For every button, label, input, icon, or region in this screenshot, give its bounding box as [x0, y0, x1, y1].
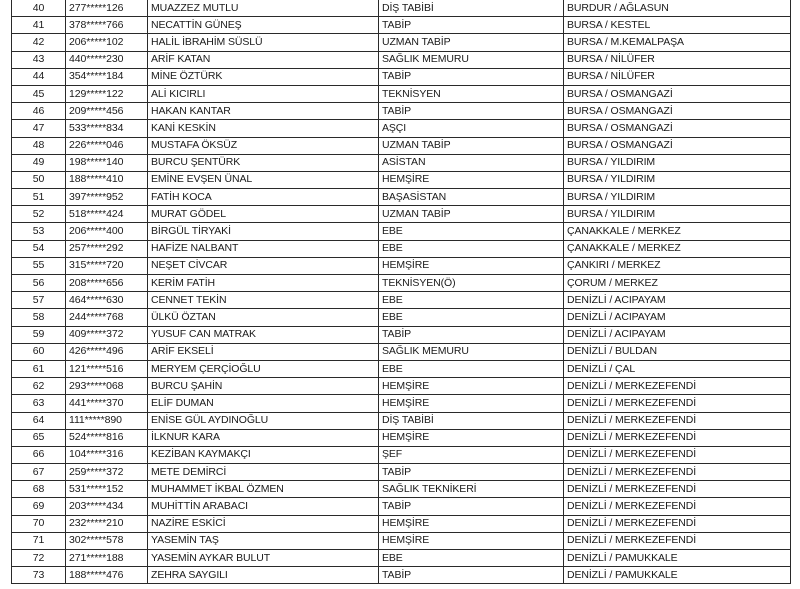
- location-cell: DENİZLİ / MERKEZEFENDİ: [564, 481, 791, 498]
- table-row: [12, 360, 791, 377]
- person-name-cell: YASEMİN TAŞ: [148, 532, 379, 549]
- table-row: [12, 515, 791, 532]
- person-name-cell: MUAZZEZ MUTLU: [148, 0, 379, 17]
- location-cell: DENİZLİ / ACIPAYAM: [564, 292, 791, 309]
- location-cell: BURSA / KESTEL: [564, 17, 791, 34]
- row-number-cell: 54: [12, 240, 66, 257]
- id-number-cell: 354*****184: [66, 68, 148, 85]
- table-row: [12, 257, 791, 274]
- table-row: [12, 498, 791, 515]
- person-name-cell: MURAT GÖDEL: [148, 206, 379, 223]
- person-name-cell: FATİH KOCA: [148, 189, 379, 206]
- job-title-cell: TABİP: [379, 464, 564, 481]
- job-title-cell: TABİP: [379, 326, 564, 343]
- job-title-cell: AŞÇI: [379, 120, 564, 137]
- row-number-cell: 42: [12, 34, 66, 51]
- id-number-cell: 464*****630: [66, 292, 148, 309]
- table-row: [12, 378, 791, 395]
- table-body: [12, 0, 791, 584]
- person-name-cell: ENİSE GÜL AYDINOĞLU: [148, 412, 379, 429]
- table-row: [12, 481, 791, 498]
- table-row: [12, 34, 791, 51]
- location-cell: DENİZLİ / PAMUKKALE: [564, 567, 791, 584]
- id-number-cell: 188*****476: [66, 567, 148, 584]
- id-number-cell: 426*****496: [66, 343, 148, 360]
- person-name-cell: MUHİTTİN ARABACI: [148, 498, 379, 515]
- table-row: [12, 0, 791, 17]
- location-cell: DENİZLİ / MERKEZEFENDİ: [564, 429, 791, 446]
- row-number-cell: 52: [12, 206, 66, 223]
- job-title-cell: UZMAN TABİP: [379, 206, 564, 223]
- location-cell: DENİZLİ / ACIPAYAM: [564, 309, 791, 326]
- location-cell: DENİZLİ / MERKEZEFENDİ: [564, 378, 791, 395]
- person-name-cell: KERİM FATİH: [148, 275, 379, 292]
- location-cell: DENİZLİ / MERKEZEFENDİ: [564, 515, 791, 532]
- job-title-cell: EBE: [379, 223, 564, 240]
- id-number-cell: 531*****152: [66, 481, 148, 498]
- row-number-cell: 64: [12, 412, 66, 429]
- document-page: [11, 0, 790, 584]
- location-cell: BURSA / YILDIRIM: [564, 189, 791, 206]
- table-row: [12, 51, 791, 68]
- id-number-cell: 518*****424: [66, 206, 148, 223]
- table-row: [12, 189, 791, 206]
- job-title-cell: EBE: [379, 550, 564, 567]
- id-number-cell: 209*****456: [66, 103, 148, 120]
- location-cell: DENİZLİ / ÇAL: [564, 360, 791, 377]
- id-number-cell: 208*****656: [66, 275, 148, 292]
- table-row: [12, 137, 791, 154]
- job-title-cell: UZMAN TABİP: [379, 34, 564, 51]
- person-name-cell: YASEMİN AYKAR BULUT: [148, 550, 379, 567]
- job-title-cell: DİŞ TABİBİ: [379, 412, 564, 429]
- id-number-cell: 198*****140: [66, 154, 148, 171]
- row-number-cell: 58: [12, 309, 66, 326]
- job-title-cell: TABİP: [379, 68, 564, 85]
- person-name-cell: KANİ KESKİN: [148, 120, 379, 137]
- id-number-cell: 206*****400: [66, 223, 148, 240]
- id-number-cell: 226*****046: [66, 137, 148, 154]
- person-name-cell: KEZİBAN KAYMAKÇI: [148, 446, 379, 463]
- job-title-cell: HEMŞİRE: [379, 515, 564, 532]
- job-title-cell: HEMŞİRE: [379, 171, 564, 188]
- location-cell: BURSA / OSMANGAZİ: [564, 103, 791, 120]
- job-title-cell: SAĞLIK MEMURU: [379, 343, 564, 360]
- person-name-cell: ÜLKÜ ÖZTAN: [148, 309, 379, 326]
- id-number-cell: 524*****816: [66, 429, 148, 446]
- id-number-cell: 259*****372: [66, 464, 148, 481]
- person-name-cell: ARİF KATAN: [148, 51, 379, 68]
- location-cell: BURSA / OSMANGAZİ: [564, 85, 791, 102]
- table-row: [12, 103, 791, 120]
- row-number-cell: 49: [12, 154, 66, 171]
- location-cell: DENİZLİ / MERKEZEFENDİ: [564, 395, 791, 412]
- person-name-cell: YUSUF CAN MATRAK: [148, 326, 379, 343]
- id-number-cell: 206*****102: [66, 34, 148, 51]
- job-title-cell: TABİP: [379, 498, 564, 515]
- row-number-cell: 69: [12, 498, 66, 515]
- row-number-cell: 55: [12, 257, 66, 274]
- job-title-cell: EBE: [379, 292, 564, 309]
- job-title-cell: TEKNİSYEN: [379, 85, 564, 102]
- row-number-cell: 66: [12, 446, 66, 463]
- person-name-cell: ARİF EKSELİ: [148, 343, 379, 360]
- row-number-cell: 73: [12, 567, 66, 584]
- location-cell: ÇANAKKALE / MERKEZ: [564, 240, 791, 257]
- job-title-cell: EBE: [379, 360, 564, 377]
- row-number-cell: 51: [12, 189, 66, 206]
- person-name-cell: HAKAN KANTAR: [148, 103, 379, 120]
- table-row: [12, 446, 791, 463]
- person-name-cell: METE DEMİRCİ: [148, 464, 379, 481]
- job-title-cell: TEKNİSYEN(Ö): [379, 275, 564, 292]
- row-number-cell: 71: [12, 532, 66, 549]
- job-title-cell: ŞEF: [379, 446, 564, 463]
- table-row: [12, 85, 791, 102]
- id-number-cell: 378*****766: [66, 17, 148, 34]
- job-title-cell: HEMŞİRE: [379, 429, 564, 446]
- location-cell: DENİZLİ / MERKEZEFENDİ: [564, 532, 791, 549]
- id-number-cell: 129*****122: [66, 85, 148, 102]
- row-number-cell: 68: [12, 481, 66, 498]
- job-title-cell: EBE: [379, 240, 564, 257]
- job-title-cell: TABİP: [379, 567, 564, 584]
- table-row: [12, 429, 791, 446]
- id-number-cell: 441*****370: [66, 395, 148, 412]
- location-cell: BURSA / M.KEMALPAŞA: [564, 34, 791, 51]
- id-number-cell: 271*****188: [66, 550, 148, 567]
- location-cell: BURSA / NİLÜFER: [564, 68, 791, 85]
- person-name-cell: CENNET TEKİN: [148, 292, 379, 309]
- location-cell: DENİZLİ / MERKEZEFENDİ: [564, 446, 791, 463]
- location-cell: BURSA / YILDIRIM: [564, 154, 791, 171]
- job-title-cell: DİŞ TABİBİ: [379, 0, 564, 17]
- location-cell: BURSA / YILDIRIM: [564, 206, 791, 223]
- row-number-cell: 59: [12, 326, 66, 343]
- id-number-cell: 440*****230: [66, 51, 148, 68]
- id-number-cell: 409*****372: [66, 326, 148, 343]
- person-name-cell: BURCU ŞAHİN: [148, 378, 379, 395]
- table-row: [12, 17, 791, 34]
- table-row: [12, 240, 791, 257]
- person-name-cell: EMİNE EVŞEN ÜNAL: [148, 171, 379, 188]
- job-title-cell: HEMŞİRE: [379, 257, 564, 274]
- row-number-cell: 53: [12, 223, 66, 240]
- person-name-cell: MİNE ÖZTÜRK: [148, 68, 379, 85]
- location-cell: DENİZLİ / ACIPAYAM: [564, 326, 791, 343]
- row-number-cell: 63: [12, 395, 66, 412]
- job-title-cell: EBE: [379, 309, 564, 326]
- location-cell: BURDUR / AĞLASUN: [564, 0, 791, 17]
- job-title-cell: SAĞLIK TEKNİKERİ: [379, 481, 564, 498]
- table-row: [12, 567, 791, 584]
- location-cell: DENİZLİ / BULDAN: [564, 343, 791, 360]
- table-row: [12, 550, 791, 567]
- table-row: [12, 68, 791, 85]
- location-cell: DENİZLİ / MERKEZEFENDİ: [564, 464, 791, 481]
- table-row: [12, 326, 791, 343]
- person-name-cell: MUHAMMET İKBAL ÖZMEN: [148, 481, 379, 498]
- table-row: [12, 343, 791, 360]
- person-name-cell: BİRGÜL TİRYAKİ: [148, 223, 379, 240]
- row-number-cell: 45: [12, 85, 66, 102]
- table-row: [12, 206, 791, 223]
- row-number-cell: 47: [12, 120, 66, 137]
- job-title-cell: HEMŞİRE: [379, 395, 564, 412]
- id-number-cell: 257*****292: [66, 240, 148, 257]
- id-number-cell: 533*****834: [66, 120, 148, 137]
- id-number-cell: 315*****720: [66, 257, 148, 274]
- table-row: [12, 309, 791, 326]
- id-number-cell: 244*****768: [66, 309, 148, 326]
- id-number-cell: 293*****068: [66, 378, 148, 395]
- location-cell: ÇORUM / MERKEZ: [564, 275, 791, 292]
- row-number-cell: 50: [12, 171, 66, 188]
- row-number-cell: 65: [12, 429, 66, 446]
- id-number-cell: 188*****410: [66, 171, 148, 188]
- id-number-cell: 302*****578: [66, 532, 148, 549]
- location-cell: DENİZLİ / PAMUKKALE: [564, 550, 791, 567]
- id-number-cell: 277*****126: [66, 0, 148, 17]
- table-row: [12, 223, 791, 240]
- job-title-cell: HEMŞİRE: [379, 532, 564, 549]
- id-number-cell: 121*****516: [66, 360, 148, 377]
- location-cell: BURSA / YILDIRIM: [564, 171, 791, 188]
- row-number-cell: 46: [12, 103, 66, 120]
- person-name-cell: HAFİZE NALBANT: [148, 240, 379, 257]
- person-name-cell: BURCU ŞENTÜRK: [148, 154, 379, 171]
- id-number-cell: 104*****316: [66, 446, 148, 463]
- person-name-cell: İLKNUR KARA: [148, 429, 379, 446]
- location-cell: BURSA / NİLÜFER: [564, 51, 791, 68]
- row-number-cell: 44: [12, 68, 66, 85]
- table-row: [12, 275, 791, 292]
- table-row: [12, 171, 791, 188]
- row-number-cell: 62: [12, 378, 66, 395]
- id-number-cell: 203*****434: [66, 498, 148, 515]
- location-cell: BURSA / OSMANGAZİ: [564, 137, 791, 154]
- job-title-cell: BAŞASİSTAN: [379, 189, 564, 206]
- job-title-cell: UZMAN TABİP: [379, 137, 564, 154]
- location-cell: DENİZLİ / MERKEZEFENDİ: [564, 498, 791, 515]
- location-cell: ÇANKIRI / MERKEZ: [564, 257, 791, 274]
- id-number-cell: 397*****952: [66, 189, 148, 206]
- job-title-cell: SAĞLIK MEMURU: [379, 51, 564, 68]
- person-name-cell: NECATTİN GÜNEŞ: [148, 17, 379, 34]
- job-title-cell: TABİP: [379, 17, 564, 34]
- row-number-cell: 56: [12, 275, 66, 292]
- job-title-cell: HEMŞİRE: [379, 378, 564, 395]
- location-cell: DENİZLİ / MERKEZEFENDİ: [564, 412, 791, 429]
- person-name-cell: ZEHRA SAYGILI: [148, 567, 379, 584]
- table-row: [12, 120, 791, 137]
- table-row: [12, 412, 791, 429]
- row-number-cell: 40: [12, 0, 66, 17]
- person-name-cell: NAZİRE ESKİCİ: [148, 515, 379, 532]
- id-number-cell: 232*****210: [66, 515, 148, 532]
- person-name-cell: NEŞET CİVCAR: [148, 257, 379, 274]
- row-number-cell: 70: [12, 515, 66, 532]
- person-name-cell: ALİ KICIRLI: [148, 85, 379, 102]
- row-number-cell: 57: [12, 292, 66, 309]
- row-number-cell: 67: [12, 464, 66, 481]
- job-title-cell: ASİSTAN: [379, 154, 564, 171]
- personnel-table: [11, 0, 791, 584]
- row-number-cell: 60: [12, 343, 66, 360]
- job-title-cell: TABİP: [379, 103, 564, 120]
- table-row: [12, 464, 791, 481]
- person-name-cell: MERYEM ÇERÇİOĞLU: [148, 360, 379, 377]
- location-cell: ÇANAKKALE / MERKEZ: [564, 223, 791, 240]
- person-name-cell: HALİL İBRAHİM SÜSLÜ: [148, 34, 379, 51]
- row-number-cell: 41: [12, 17, 66, 34]
- person-name-cell: MUSTAFA ÖKSÜZ: [148, 137, 379, 154]
- table-row: [12, 532, 791, 549]
- table-row: [12, 395, 791, 412]
- location-cell: BURSA / OSMANGAZİ: [564, 120, 791, 137]
- table-row: [12, 292, 791, 309]
- row-number-cell: 48: [12, 137, 66, 154]
- table-row: [12, 154, 791, 171]
- row-number-cell: 61: [12, 360, 66, 377]
- id-number-cell: 111*****890: [66, 412, 148, 429]
- row-number-cell: 43: [12, 51, 66, 68]
- row-number-cell: 72: [12, 550, 66, 567]
- person-name-cell: ELİF DUMAN: [148, 395, 379, 412]
